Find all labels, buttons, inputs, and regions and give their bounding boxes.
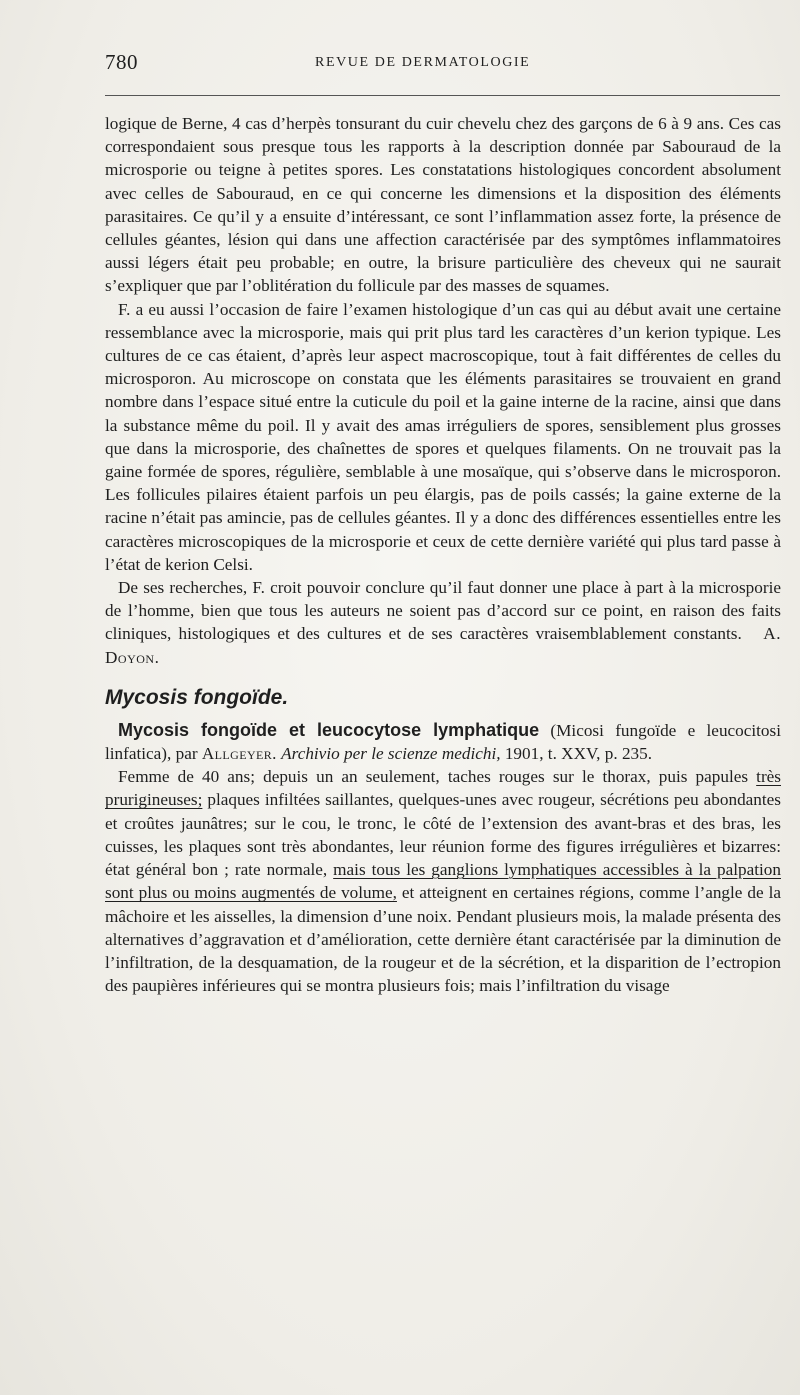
article-journal: Archivio per le scienze medichi, — [281, 744, 501, 764]
underlined-lymph-nodes: mais tous les ganglions lymphatiques accessibles à la palpation sont plus ou moins augmentés de volume, — [105, 860, 781, 903]
article-reference: 1901, t. XXV, p. 235. — [500, 744, 653, 764]
case-report-end: et atteignent en certaines régions, comme l’angle de la mâchoire et les aisselles, la dimension d’une noix. Pendant plusieurs mois, la malade présenta des alternatives d’aggravation et d’amélioration, cette dernière étant caractérisée par la diminution de l’infiltration, de la desquamation, de la rougeur et de la sécrétion, et la disparition de l’ectropion des paupières inférieures qui se montra plusieurs fois; mais l’infiltration du visage — [105, 883, 781, 996]
section-title: Mycosis fongoïde. — [105, 685, 289, 709]
page-header — [105, 50, 785, 80]
paragraph-conclusion — [105, 576, 781, 669]
paragraph-herpes-cases: logique de Berne, 4 cas d’herpès tonsurant du cuir chevelu chez des garçons de 6 à 9 ans. Ces cas correspondaient sous presque tous les rapports à la description donnée par Sabouraud de la microsporie ou teigne à petites spores. Les constatations histologiques concordent absolument avec celles de Sabouraud, en ce qui concerne les dimensions et la disposition des éléments parasitaires. Ce qu’il y a ensuite d’intéressant, ce sont l’inflammation assez forte, la présence de cellules géantes, lésion qui dans une affection caractérisée par des symptômes inflammatoires aussi légers était peu probable; en outre, la brisure particulière des cheveux qui ne saurait s’expliquer que par l’oblitération du follicule par des masses de squames. — [105, 114, 781, 296]
running-head: REVUE DE DERMATOLOGIE — [315, 55, 531, 70]
reviewer-signature: A. Doyon. — [105, 624, 782, 667]
conclusion-text: De ses recherches, F. croit pouvoir conclure qu’il faut donner une place à part à la microsporie de l’homme, bien que tous les auteurs ne soient pas d’accord sur ce point, en raison des faits cliniques, histologiques et des cultures et de ses caractères vraisemblablement constants. — [105, 578, 781, 644]
article-title: Mycosis fongoïde et leucocytose lymphatique — [118, 719, 540, 740]
header-rule — [105, 95, 780, 96]
main-text — [105, 112, 781, 997]
underlined-pruritus: très prurigineuses; — [105, 767, 781, 810]
page-number: 780 — [105, 50, 138, 74]
article-citation — [105, 719, 781, 765]
article-translation: (Micosi fungoïde e leucocitosi linfatica), par — [105, 720, 781, 764]
case-report-start: Femme de 40 ans; depuis un an seulement, taches rouges sur le thorax, puis papules — [118, 767, 757, 787]
case-report-middle: plaques infiltées saillantes, quelques-unes avec rougeur, sécrétions peu abondantes et croûtes jaunâtres; sur le cou, le tronc, le côté de l’extension des avant-bras et des bras, les cuisses, les plaques sont très abondantes, leur réunion forme des figures irrégulières et bizarres: état général bon ; rate normale, — [105, 790, 781, 880]
article-author: Allgeyer. — [201, 744, 277, 764]
paragraph-histology-kerion: F. a eu aussi l’occasion de faire l’examen histologique d’un cas qui au début avait une certaine ressemblance avec la microsporie, mais qui prit plus tard les caractères d’un kerion typique. Les cultures de ce cas étaient, d’après leur aspect macroscopique, tout à fait différentes de celles du microsporon. Au microscope on constata que les éléments parasitaires se trouvaient en grand nombre dans l’espace situé entre la cuticule du poil et la gaine interne de la racine, ainsi que dans la substance même du poil. Il y avait des amas irréguliers de spores, sensiblement plus grosses que dans la microsporie, des chaînettes de spores et quelques filaments. On ne trouvait pas la gaine formée de spores, régulière, semblable à une mosaïque, qui s’observe dans le microsporon. Les follicules pilaires étaient parfois un peu élargis, pas de poils cassés; la gaine externe de la racine n’était pas amincie, pas de cellules géantes. Il y a donc des différences essentielles entre les caractères microscopiques de la microsporie et ceux de cette dernière variété qui plus tard passe à l’état de kerion Celsi. — [105, 299, 781, 574]
paragraph-case-report — [105, 765, 781, 997]
